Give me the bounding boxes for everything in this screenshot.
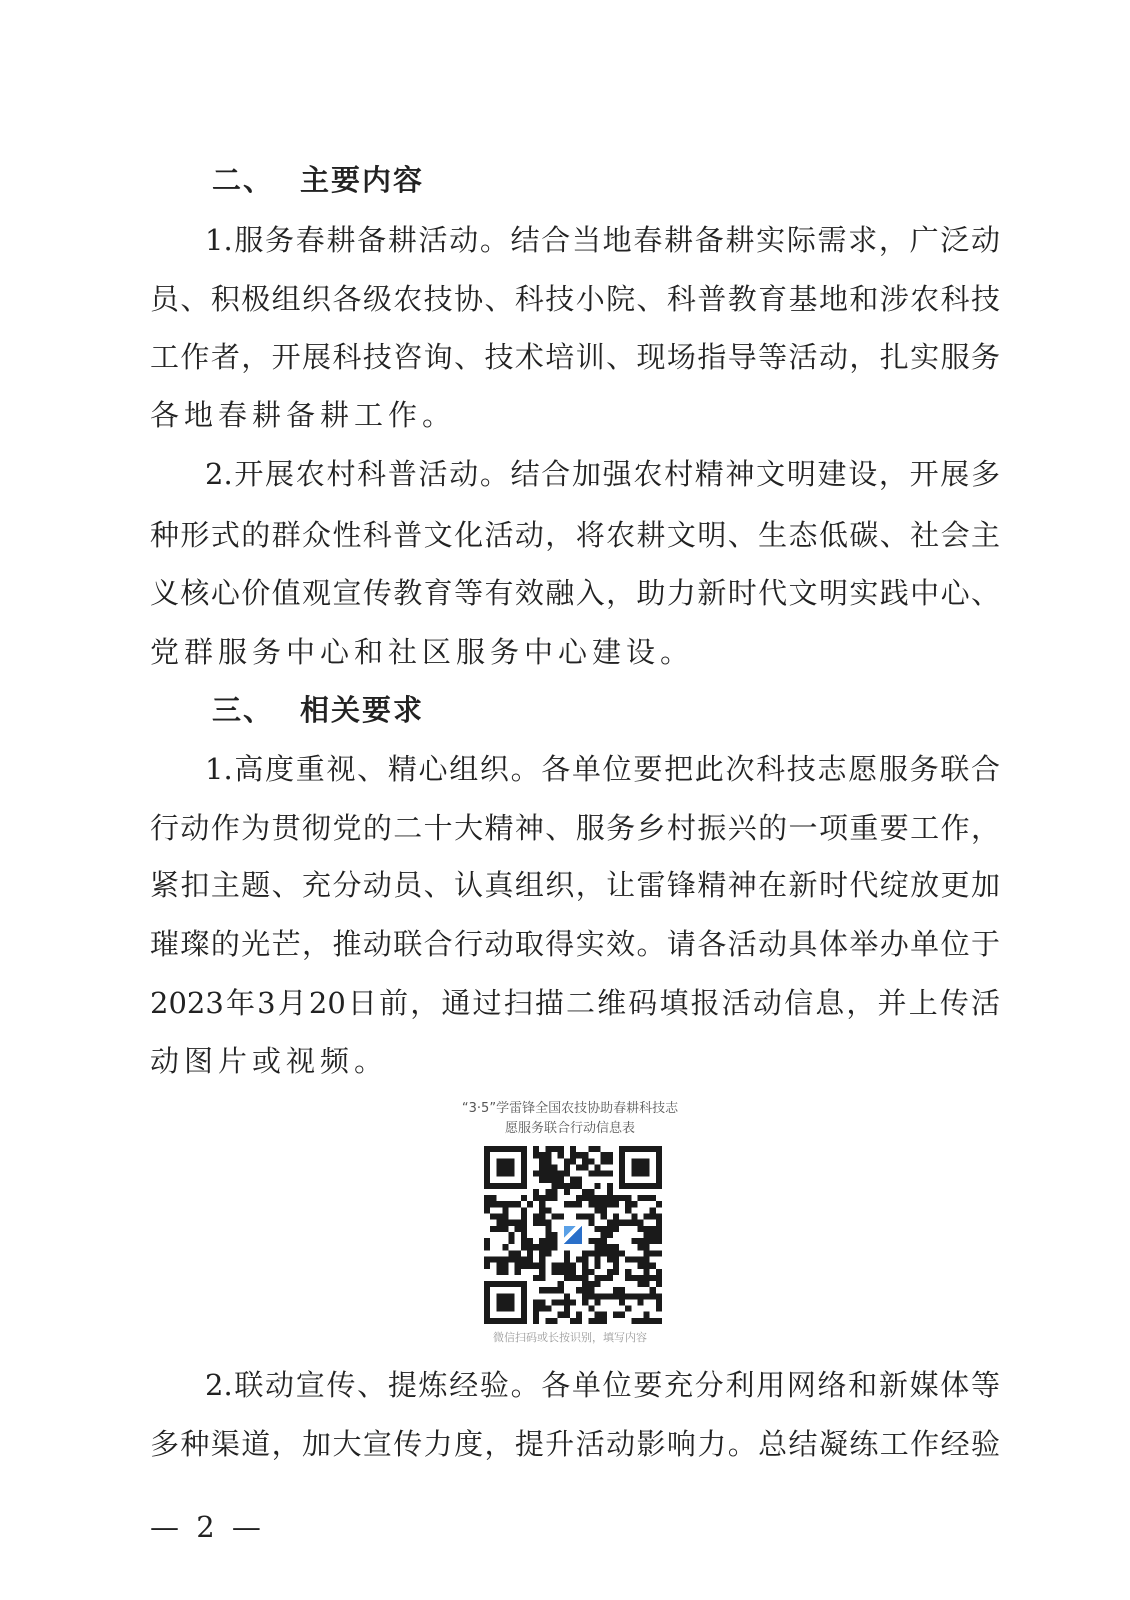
paragraph-line: 1.高度重视、精心组织。各单位要把此次科技志愿服务联合 — [205, 752, 1000, 786]
section-number: 二、 — [212, 163, 275, 197]
paragraph-line: 1.服务春耕备耕活动。结合当地春耕备耕实际需求，广泛动 — [205, 223, 1000, 257]
qr-code-image[interactable] — [484, 1146, 662, 1324]
section-heading-requirements — [212, 690, 424, 730]
paragraph-line: 行动作为贯彻党的二十大精神、服务乡村振兴的一项重要工作， — [150, 811, 1000, 845]
paragraph-line: 2.联动宣传、提炼经验。各单位要充分利用网络和新媒体等 — [205, 1368, 1000, 1402]
paragraph-line: 党群服务中心和社区服务中心建设。 — [150, 635, 695, 669]
section-title: 主要内容 — [300, 163, 425, 197]
section-title: 相关要求 — [300, 693, 425, 727]
paragraph-line: 员、积极组织各级农技协、科技小院、科普教育基地和涉农科技 — [150, 282, 1000, 316]
page-number: — 2 — — [150, 1510, 265, 1544]
qr-hint: 微信扫码或长按识别，填写内容 — [493, 1331, 647, 1344]
section-number: 三、 — [212, 693, 275, 727]
qr-caption-line: “3·5”学雷锋全国农技协助春耕科技志 — [461, 1101, 679, 1116]
paragraph-line: 种形式的群众性科普文化活动，将农耕文明、生态低碳、社会主 — [150, 518, 1000, 552]
section-heading-content — [212, 160, 424, 200]
qr-caption — [420, 1099, 720, 1139]
paragraph-line: 璀璨的光芒，推动联合行动取得实效。请各活动具体举办单位于 — [150, 927, 1000, 961]
paragraph-line: 紧扣主题、充分动员、认真组织，让雷锋精神在新时代绽放更加 — [150, 868, 1000, 902]
paragraph-line: 2023年3月20日前，通过扫描二维码填报活动信息，并上传活 — [150, 986, 1000, 1020]
paragraph-line: 工作者，开展科技咨询、技术培训、现场指导等活动，扎实服务 — [150, 340, 1000, 374]
qr-caption-line: 愿服务联合行动信息表 — [504, 1121, 635, 1136]
paragraph-line: 各地春耕备耕工作。 — [150, 398, 457, 432]
paragraph-line: 多种渠道，加大宣传力度，提升活动影响力。总结凝练工作经验 — [150, 1427, 1000, 1461]
paragraph-line: 义核心价值观宣传教育等有效融入，助力新时代文明实践中心、 — [150, 576, 1000, 610]
paragraph-line: 2.开展农村科普活动。结合加强农村精神文明建设，开展多 — [205, 457, 1000, 491]
paragraph-line: 动图片或视频。 — [150, 1044, 389, 1078]
